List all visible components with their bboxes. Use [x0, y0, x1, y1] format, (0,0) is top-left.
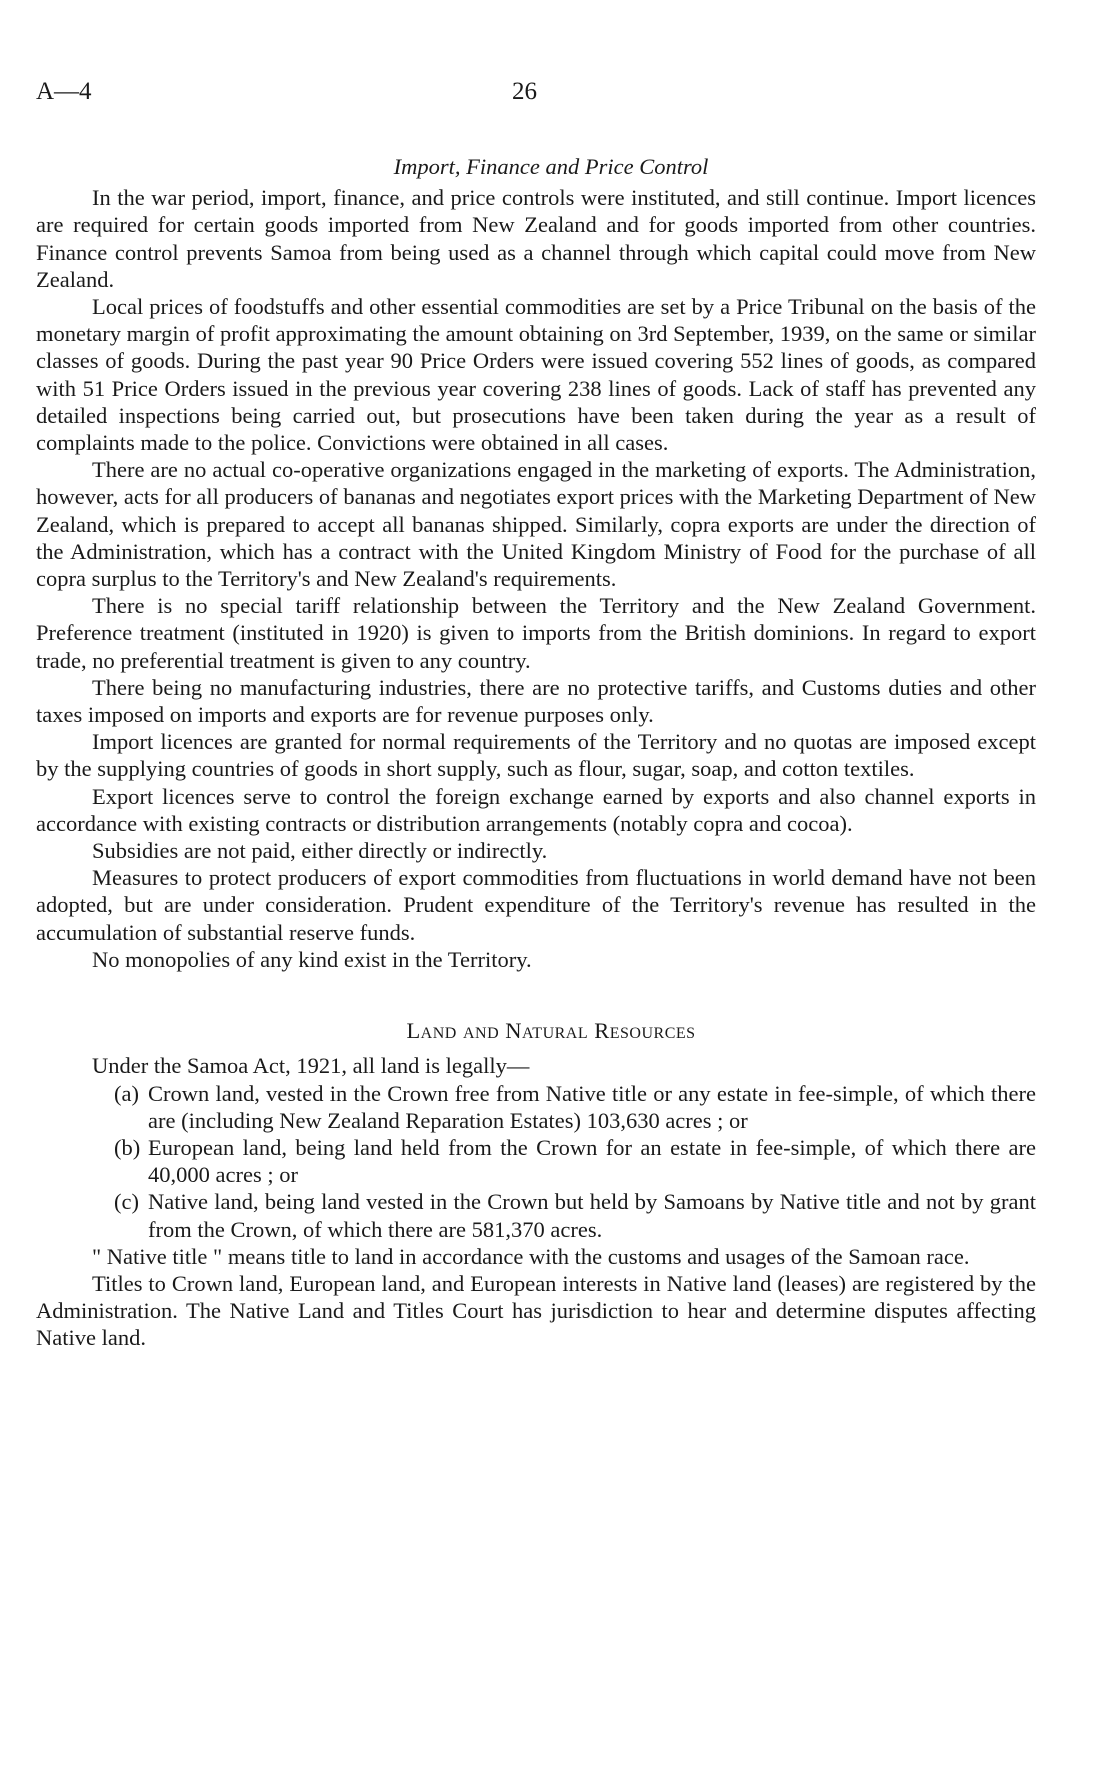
paragraph-intro: Under the Samoa Act, 1921, all land is legally— — [92, 1053, 530, 1079]
list-item-text: European land, being land held from the Crown for an estate in fee-simple, of which there are 40,000 acres ; or — [148, 1134, 1036, 1188]
paragraph: Subsidies are not paid, either directly or indirectly. — [92, 838, 548, 864]
paragraph: No monopolies of any kind exist in the Territory. — [92, 946, 532, 972]
list-item — [36, 1188, 1036, 1242]
page-number: 26 — [512, 78, 537, 105]
list-marker: (b) — [114, 1134, 141, 1160]
paragraph: Titles to Crown land, European land, and European interests in Native land (leases) are registered by the Administration. The Native Land and Titles Court has jurisdiction to hear and determine disputes affecting Native land. — [36, 1270, 1036, 1351]
land-categories-list — [36, 1080, 1036, 1243]
paragraph: In the war period, import, finance, and price controls were instituted, and still continue. Import licences are required for certain goods imported from New Zealand and for goods imported from other countries. Finance control prevents Samoa from being used as a channel through which capital could move from New Zealand. — [36, 185, 1036, 292]
list-item-text: Native land, being land vested in the Crown but held by Samoans by Native title and not by grant from the Crown, of which there are 581,370 acres. — [148, 1189, 1036, 1242]
list-item — [36, 1080, 1036, 1134]
list-item-text: Crown land, vested in the Crown free from Native title or any estate in fee-simple, of which there are (including New Zealand Reparation Estates) 103,630 acres ; or — [148, 1080, 1036, 1133]
paragraph: " Native title " means title to land in accordance with the customs and usages of the Samoan race. — [92, 1243, 970, 1269]
paragraph: Measures to protect producers of export commodities from fluctuations in world demand have not been adopted, but are under consideration. Prudent expenditure of the Territory's revenue has resulted in the accumulation of substantial reserve funds. — [36, 865, 1036, 945]
paragraph: There being no manufacturing industries, there are no protective tariffs, and Customs duties and other taxes imposed on imports and exports are for revenue purposes only. — [36, 674, 1036, 728]
list-item — [36, 1134, 1036, 1188]
paragraph: Import licences are granted for normal requirements of the Territory and no quotas are imposed except by the supplying countries of goods in short supply, such as flour, sugar, soap, and cotton textiles. — [36, 729, 1036, 782]
section-title-import-finance: Import, Finance and Price Control — [393, 154, 709, 179]
list-marker: (c) — [114, 1189, 139, 1215]
paragraph: There is no special tariff relationship between the Territory and the New Zealand Government. Preference treatment (instituted in 1920) is given to imports from the British dominions. In regard to export trade, no preferential treatment is given to any country. — [36, 593, 1036, 673]
list-marker: (a) — [114, 1080, 139, 1106]
section-title-land-resources: Land and Natural Resources — [406, 1018, 696, 1044]
paragraph: There are no actual co-operative organizations engaged in the marketing of exports. The Administration, however, acts for all producers of bananas and negotiates export prices with the Marketing Department of New Zealand, which is prepared to accept all bananas shipped. Similarly, copra exports are under the direction of the Administration, which has a contract with the United Kingdom Ministry of Food for the purchase of all copra surplus to the Territory's and New Zealand's requirements. — [36, 457, 1036, 592]
page-content — [36, 153, 1036, 1352]
document-reference: A—4 — [36, 78, 92, 105]
paragraph: Export licences serve to control the foreign exchange earned by exports and also channel exports in accordance with existing contracts or distribution arrangements (notably copra and cocoa). — [36, 783, 1036, 836]
paragraph: Local prices of foodstuffs and other essential commodities are set by a Price Tribunal on the basis of the monetary margin of profit approximating the amount obtaining on 3rd September, 1939, on the same or similar classes of goods. During the past year 90 Price Orders were issued covering 552 lines of goods, as compared with 51 Price Orders issued in the previous year covering 238 lines of goods. Lack of staff has prevented any detailed inspections being carried out, but prosecutions have been taken during the year as a result of complaints made to the police. Convictions were obtained in all cases. — [36, 294, 1036, 456]
page-header — [36, 78, 1036, 118]
